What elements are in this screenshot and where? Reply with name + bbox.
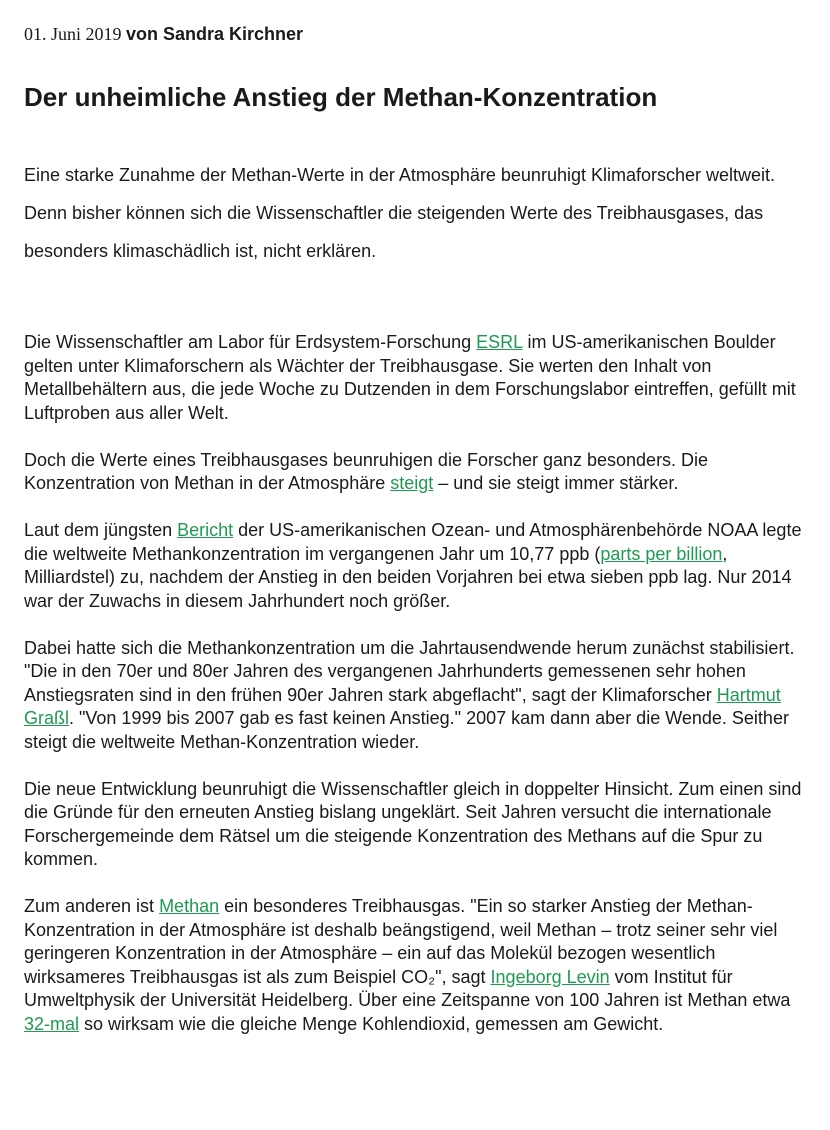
paragraph-text: – und sie steigt immer stärker. xyxy=(433,473,679,493)
article-body xyxy=(24,331,816,1060)
inline-link[interactable]: steigt xyxy=(390,473,434,493)
inline-link[interactable]: Bericht xyxy=(177,520,234,540)
author: von Sandra Kirchner xyxy=(126,24,304,44)
lead-paragraph: Eine starke Zunahme der Methan-Werte in der Atmosphäre beunruhigt Klimaforscher weltweit. Denn bisher können sich die Wissenschaftler die steigenden Werte des Treibhausgases, das besonders klimaschädlich ist, nicht erklären. xyxy=(24,165,776,261)
paragraph-text: vom Institut für Umweltphysik der Universität Heidelberg. Über eine Zeitspanne von 100 Jahren ist Methan etwa xyxy=(24,966,791,1010)
body-paragraph xyxy=(24,331,816,425)
paragraph-text: , Milliardstel) zu, nachdem der Anstieg in den beiden Vorjahren bei etwa sieben ppb lag. Nur 2014 war der Zuwachs in diesem Jahrhundert noch größer. xyxy=(24,543,792,611)
paragraph-text: . "Von 1999 bis 2007 gab es fast keinen Anstieg." 2007 kam dann aber die Wende. Seither steigt die weltweite Methan-Konzentration wieder. xyxy=(24,708,789,752)
inline-link[interactable]: 32-mal xyxy=(24,1013,80,1034)
body-paragraph xyxy=(24,449,816,496)
inline-link[interactable]: parts per billion xyxy=(600,543,723,564)
inline-link[interactable]: ESRL xyxy=(476,332,523,352)
inline-link[interactable]: Methan xyxy=(159,896,220,916)
body-paragraph xyxy=(24,637,816,755)
inline-link[interactable]: Hartmut Graßl xyxy=(24,684,781,728)
body-paragraph xyxy=(24,778,816,872)
paragraph-text: Doch die Werte eines Treibhausgases beunruhigen die Forscher ganz besonders. Die Konzentration von Methan in der Atmosphäre xyxy=(24,449,709,493)
headline: Der unheimliche Anstieg der Methan-Konzentration xyxy=(24,82,658,112)
paragraph-text: im US-amerikanischen Boulder gelten unter Klimaforschern als Wächter der Treibhausgase. Sie werten den Inhalt von Metallbehältern aus, die jede Woche zu Dutzenden in dem Forschungslabor eintreffen, gefüllt mit Luftproben aus aller Welt. xyxy=(24,332,796,423)
paragraph-text: Dabei hatte sich die Methankonzentration um die Jahrtausendwende herum zunächst stabilisiert. "Die in den 70er und 80er Jahren des vergangenen Jahrhunderts gemessenen sehr hohen Anstiegsraten sind in den frühen 90er Jahren stark abgeflacht", sagt der Klimaforscher xyxy=(24,637,795,705)
body-paragraph xyxy=(24,895,816,1036)
byline xyxy=(24,22,303,46)
paragraph-text: ein besonderes Treibhausgas. "Ein so starker Anstieg der Methan-Konzentration in der Atmosphäre ist deshalb beängstigend, weil Methan – trotz seiner sehr viel geringeren Konzentration in der Atmosphäre – ein auf das Molekül bezogen wesentlich wirksameres Treibhausgas ist als zum Beispiel CO₂", sagt xyxy=(24,896,778,987)
paragraph-text: Laut dem jüngsten xyxy=(24,520,178,540)
paragraph-text: der US-amerikanischen Ozean- und Atmosphärenbehörde NOAA legte die weltweite Methankonzentration im vergangenen Jahr um 10,77 ppb ( xyxy=(24,520,802,564)
paragraph-text: so wirksam wie die gleiche Menge Kohlendioxid, gemessen am Gewicht. xyxy=(79,1013,664,1034)
inline-link[interactable]: Ingeborg Levin xyxy=(490,966,610,987)
body-paragraph xyxy=(24,519,816,613)
publish-date: 01. Juni 2019 xyxy=(24,24,122,44)
paragraph-text: Zum anderen ist xyxy=(24,896,160,916)
paragraph-text: Die Wissenschaftler am Labor für Erdsystem-Forschung xyxy=(24,332,477,352)
paragraph-text: Die neue Entwicklung beunruhigt die Wissenschaftler gleich in doppelter Hinsicht. Zum einen sind die Gründe für den erneuten Anstieg bislang ungeklärt. Seit Jahren versucht die internationale Forschergemeinde dem Rätsel um die steigende Konzentration des Methans auf die Spur zu kommen. xyxy=(24,778,802,869)
